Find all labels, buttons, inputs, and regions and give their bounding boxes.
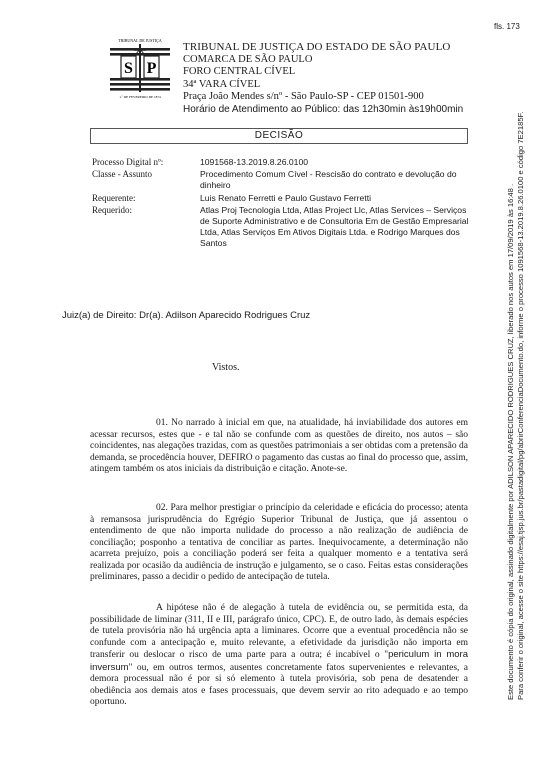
paragraph-01: 01. No narrado à inicial em que, na atualidade, há inviabilidade dos autores em acessar recursos, estes que - e tal não se confunde com as questões de direito, nos autos – são coincidentes, nas alegações trazidas, com as questões patrimoniais a ser obtidas com a pretensão da demanda, se procedência houver, DEFIRO o pagamento das custas ao final do processo que, assim, atingem também os atos iniciais da distribuição e citação. Anote-se. xyxy=(90,418,468,474)
judge-line: Juiz(a) de Direito: Dr(a). Adilson Aparecido Rodrigues Cruz xyxy=(62,310,311,321)
tjsp-coat-of-arms-logo xyxy=(108,36,172,100)
paragraph-03-part-a: A hipótese não é de alegação à tutela de evidência ou, se permitida esta, da possibilidade de liminar (311, II e III, parágrafo único, CPC). E, de outro lado, às demais espécies de tutela provisória não há urgência apta a liminares. Ocorre que a eventual procedência não se confunde com a antecipação e, muito relevante, a efetividade da jurisdição não importa em transferir ou deslocar o risco de uma parte para a outra; é incabível o " xyxy=(90,603,468,660)
paragraph-03 xyxy=(90,603,468,709)
classe-label: Classe - Assunto xyxy=(92,169,153,179)
requerido-label: Requerido: xyxy=(92,205,132,215)
court-address: Praça João Mendes s/nº - São Paulo-SP - CEP 01501-900 xyxy=(183,91,424,102)
logo-top-text: TRIBUNAL DE JUSTIÇA xyxy=(118,38,162,43)
digital-signature-sidebar xyxy=(506,111,525,701)
paragraph-02: 02. Para melhor prestigiar o princípio da celeridade e eficácia do processo; atenta à remansosa jurisprudência do Egrégio Superior Tribunal de Justiça, que já assentou o entendimento de que não importa nulidade do processo a não realização de audiência de conciliação; posponho a tentativa de conciliar as partes. Inequivocamente, a determinação não acarreta prejuízo, pois a conciliação poderá ser feita a qualquer momento e a tentativa será realizada por ocasião da audiência de instrução e julgamento, se o caso. Feitas estas considerações preliminares, passo a decidir o pedido de antecipação de tutela. xyxy=(90,503,468,582)
vara: 34ª VARA CÍVEL xyxy=(183,78,261,90)
requerente-label: Requerente: xyxy=(92,193,136,203)
court-header xyxy=(183,41,463,116)
logo-letter-left: S xyxy=(124,60,133,77)
page-number: fls. 173 xyxy=(494,22,520,31)
logo-bottom-text: 1.º DE FEVEREIRO DE 1874 xyxy=(119,95,161,99)
paragraph-03-latin-term: periculum in mora inversum xyxy=(90,649,468,673)
document-title: DECISÃO xyxy=(90,128,468,144)
court-name: TRIBUNAL DE JUSTIÇA DO ESTADO DE SÃO PAULO xyxy=(183,41,451,53)
paragraph-03-part-b: " ou, em outros termos, ausentes concretamente fatos supervenientes e relevantes, a demora processual não é por si só elemento à tutela provisória, sob pena de desatender a obediência aos demais atos e fases processuais, que devem servir ao rito adequado e ao tempo oportuno. xyxy=(90,662,468,707)
office-hours: Horário de Atendimento ao Público: das 12h30min às19h00min xyxy=(183,103,464,115)
classe-value: Procedimento Comum Cível - Rescisão do contrato e devolução do dinheiro xyxy=(200,169,457,190)
comarca: COMARCA DE SÃO PAULO xyxy=(183,53,313,65)
processo-value: 1091568-13.2019.8.26.0100 xyxy=(200,157,309,167)
requerente-value: Luis Renato Ferretti e Paulo Gustavo Ferretti xyxy=(200,193,371,203)
requerido-value: Atlas Proj Tecnologia Ltda, Atlas Project Llc, Atlas Services – Serviços de Suporte Administrativo e de Consultoria Em de Gestão Empresarial Ltda, Atlas Serviços Em Ativos Digitais Ltda. e Rodrigo Marques dos Santos xyxy=(200,205,469,248)
verification-notice: Para conferir o original, acesse o site https://esaj.tjsp.jus.br/pastadigital/pg/abrirConferenciaDocumento.do, informe o processo 1091568-13.2019.8.26.0100 e código 7E2185F. xyxy=(516,111,525,700)
signature-notice: Este documento é cópia do original, assinado digitalmente por ADILSON APARECIDO RODRIGUES CRUZ, liberado nos autos em 17/09/2019 às 16:48 . xyxy=(506,183,515,700)
processo-label: Processo Digital nº: xyxy=(92,157,164,167)
foro: FORO CENTRAL CÍVEL xyxy=(183,66,296,77)
logo-letter-right: P xyxy=(146,60,157,77)
vistos: Vistos. xyxy=(212,362,240,373)
